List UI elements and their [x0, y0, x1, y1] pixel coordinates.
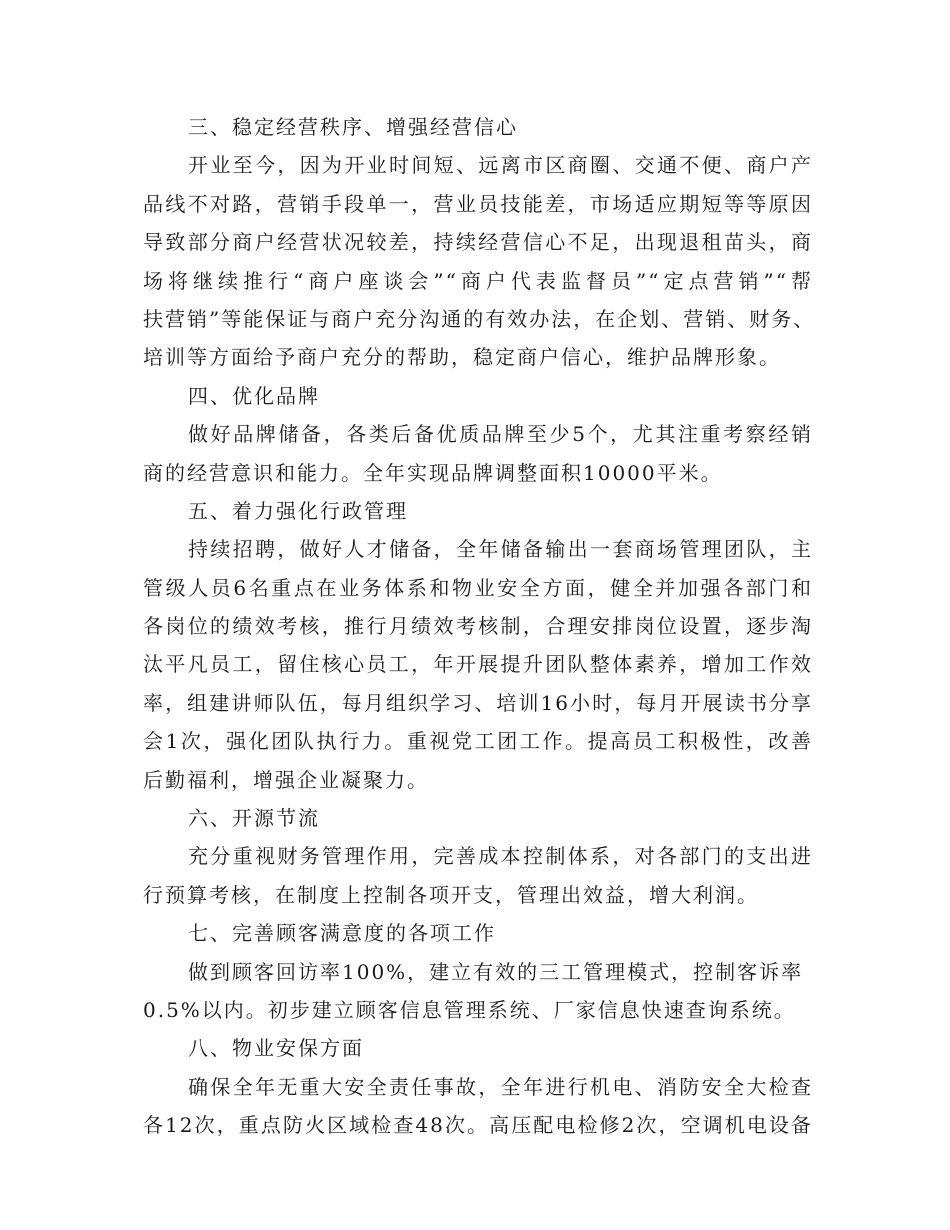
document-page [143, 108, 816, 1145]
section-heading: 五、着力强化行政管理 [188, 498, 408, 523]
paragraph-line: 品线不对路，营销手段单一，营业员技能差，市场适应期短等等原因 [143, 191, 813, 216]
paragraph-line: 会1次，强化团队执行力。重视党工团工作。提高员工积极性，改善 [143, 729, 813, 754]
paragraph-line: 管级人员6名重点在业务体系和物业安全方面，健全并加强各部门和 [143, 575, 813, 600]
paragraph-line: 商的经营意识和能力。全年实现品牌调整面积10000平米。 [143, 460, 723, 485]
paragraph-line: 做到顾客回访率100%，建立有效的三工管理模式，控制客诉率 [188, 959, 804, 984]
paragraph-line: 率，组建讲师队伍，每月组织学习、培训16小时，每月开展读书分享 [143, 690, 813, 715]
paragraph-line: 持续招聘，做好人才储备，全年储备输出一套商场管理团队，主 [188, 537, 813, 562]
paragraph-line: 0.5%以内。初步建立顾客信息管理系统、厂家信息快速查询系统。 [143, 997, 796, 1022]
paragraph-line: 后勤福利，增强企业凝聚力。 [143, 767, 429, 792]
paragraph-line: 汰平凡员工，留住核心员工，年开展提升团队整体素养，增加工作效 [143, 652, 813, 677]
paragraph-line: 做好品牌储备，各类后备优质品牌至少5个，尤其注重考察经销 [188, 422, 813, 447]
section-heading: 六、开源节流 [188, 806, 320, 831]
paragraph-line: 各12次，重点防火区域检查48次。高压配电检修2次，空调机电设备 [143, 1113, 813, 1138]
paragraph-line: 行预算考核，在制度上控制各项开支，管理出效益，增大利润。 [143, 882, 759, 907]
paragraph-line: 培训等方面给予商户充分的帮助，稳定商户信心，维护品牌形象。 [143, 345, 781, 370]
section-heading: 四、优化品牌 [188, 383, 320, 408]
paragraph-line: 确保全年无重大安全责任事故，全年进行机电、消防安全大检查 [188, 1074, 813, 1099]
paragraph-line: 各岗位的绩效考核，推行月绩效考核制，合理安排岗位设置，逐步淘 [143, 614, 813, 639]
paragraph-line: 开业至今，因为开业时间短、远离市区商圈、交通不便、商户产 [188, 153, 813, 178]
paragraph-line: 导致部分商户经营状况较差，持续经营信心不足，出现退租苗头，商 [143, 230, 813, 255]
section-heading: 七、完善顾客满意度的各项工作 [188, 921, 496, 946]
paragraph-line: 扶营销”等能保证与商户充分沟通的有效办法，在企划、营销、财务、 [143, 306, 816, 331]
paragraph-line: 场将继续推行“商户座谈会”“商户代表监督员”“定点营销”“帮 [143, 268, 813, 293]
paragraph-line: 充分重视财务管理作用，完善成本控制体系，对各部门的支出进 [188, 844, 813, 869]
section-heading: 三、稳定经营秩序、增强经营信心 [188, 115, 518, 139]
section-heading: 八、物业安保方面 [188, 1036, 364, 1061]
